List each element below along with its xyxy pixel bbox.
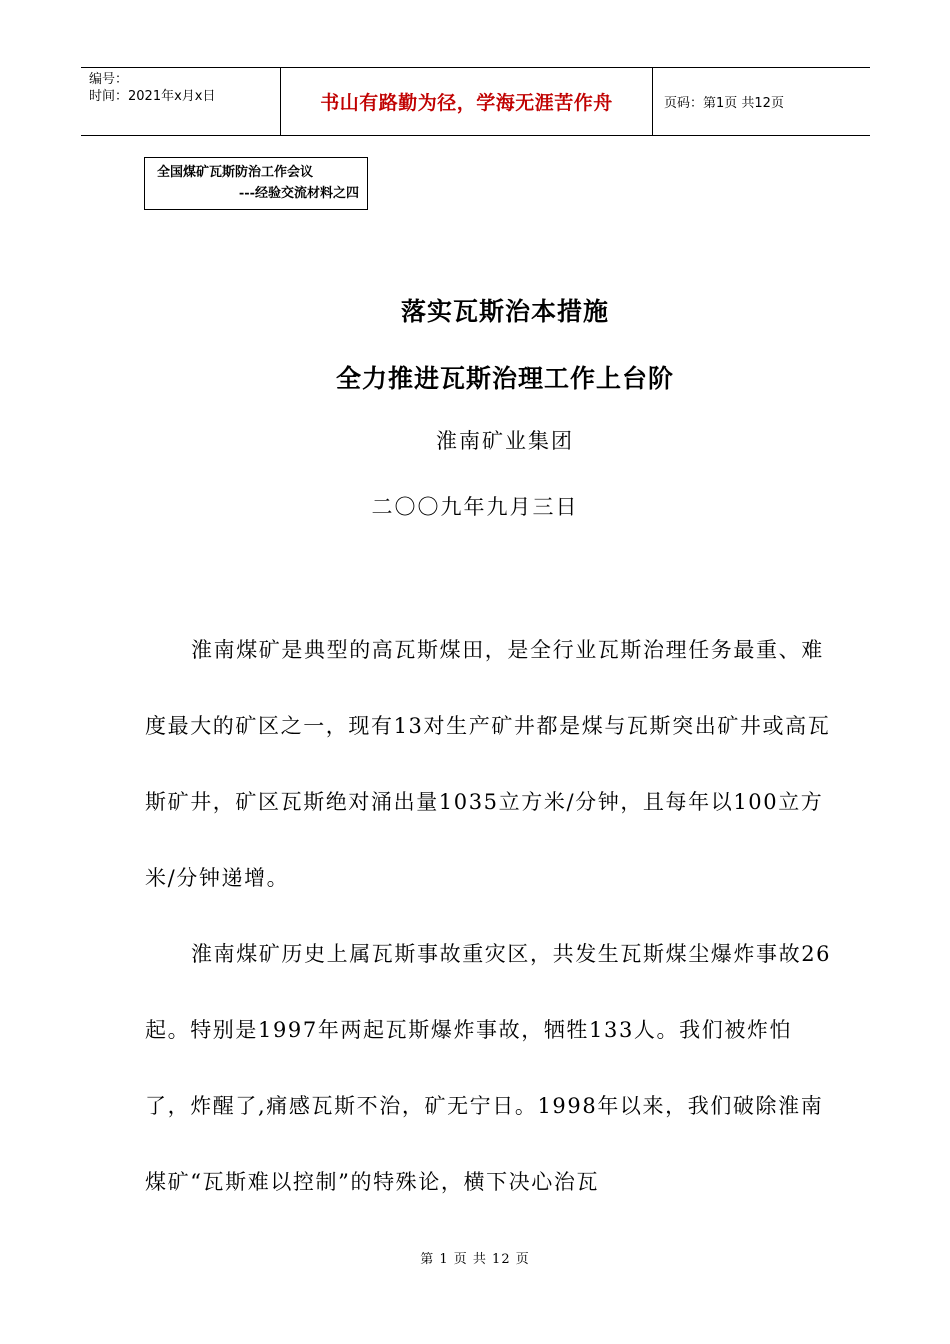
body-text: [145, 612, 835, 1220]
document-date: 二〇〇九年九月三日: [371, 495, 579, 519]
paragraph: 淮南煤矿历史上属瓦斯事故重灾区，共发生瓦斯煤尘爆炸事故26起。特别是1997年两起瓦斯爆炸事故，牺牲133人。我们被炸怕了，炸醒了,痛感瓦斯不治，矿无宁日。1998年以来，我们破除淮南煤矿“瓦斯难以控制”的特殊论，横下决心治瓦: [145, 942, 832, 1194]
header-page-label: 页码：第1页 共12页: [664, 96, 784, 111]
meeting-box-line1: 全国煤矿瓦斯防治工作会议: [157, 165, 314, 180]
time-label: 时间：2021年x月x日: [89, 89, 216, 104]
number-label: 编号：: [89, 72, 129, 87]
document-title-line1: 落实瓦斯治本措施: [400, 297, 609, 326]
header-info-cell: [81, 68, 281, 135]
page-footer: 第 1 页 共 12 页: [420, 1252, 530, 1267]
organization-name: 淮南矿业集团: [436, 429, 574, 453]
document-title-line2: 全力推进瓦斯治理工作上台阶: [335, 364, 674, 393]
paragraph: 淮南煤矿是典型的高瓦斯煤田，是全行业瓦斯治理任务最重、难度最大的矿区之一，现有13对生产矿井都是煤与瓦斯突出矿井或高瓦斯矿井，矿区瓦斯绝对涌出量1035立方米/分钟，且每年以100立方米/分钟递增。: [145, 638, 831, 890]
meeting-box-line2: ---经验交流材料之四: [238, 186, 359, 201]
header-motto: 书山有路勤为径，学海无涯苦作舟: [281, 68, 653, 135]
meeting-box: [144, 157, 368, 210]
header-table: [81, 67, 870, 136]
